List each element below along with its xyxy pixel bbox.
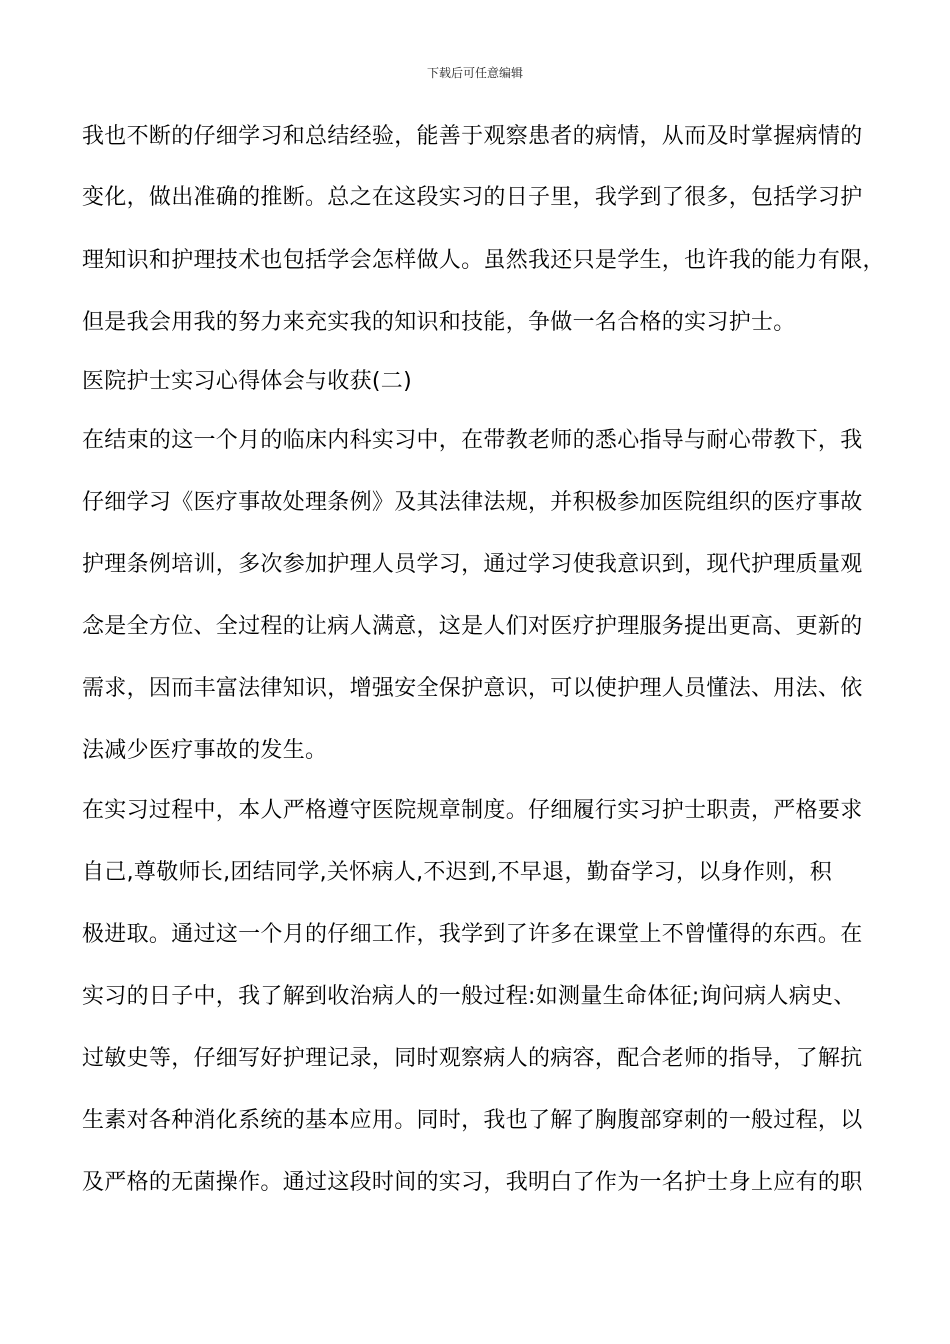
text-line: 需求，因而丰富法律知识，增强安全保护意识，可以使护理人员懂法、用法、依 [82, 676, 863, 701]
text-line: 生素对各种消化系统的基本应用。同时，我也了解了胸腹部穿刺的一般过程，以 [82, 1108, 863, 1133]
text-line: 仔细学习《医疗事故处理条例》及其法律法规，并积极参加医院组织的医疗事故 [82, 490, 863, 515]
text-line: 但是我会用我的努力来充实我的知识和技能，争做一名合格的实习护士。 [82, 310, 796, 335]
text-line: 及严格的无菌操作。通过这段时间的实习，我明白了作为一名护士身上应有的职 [82, 1170, 863, 1195]
text-line: 变化，做出准确的推断。总之在这段实习的日子里，我学到了很多，包括学习护 [82, 185, 863, 210]
page-header: 下载后可任意编辑 [426, 66, 523, 80]
text-line: 过敏史等，仔细写好护理记录，同时观察病人的病容，配合老师的指导，了解抗 [82, 1046, 863, 1071]
text-line: 理知识和护理技术也包括学会怎样做人。虽然我还只是学生，也许我的能力有限， [82, 248, 885, 273]
text-line: 在实习过程中，本人严格遵守医院规章制度。仔细履行实习护士职责，严格要求 [82, 798, 863, 823]
section-heading: 医院护士实习心得体会与收获(二) [82, 369, 412, 394]
text-line: 法减少医疗事故的发生。 [82, 738, 328, 763]
text-line: 在结束的这一个月的临床内科实习中，在带教老师的悉心指导与耐心带教下，我 [82, 428, 863, 453]
text-line: 自己,尊敬师长,团结同学,关怀病人,不迟到,不早退，勤奋学习，以身作则，积 [82, 860, 833, 885]
text-line: 我也不断的仔细学习和总结经验，能善于观察患者的病情，从而及时掌握病情的 [82, 124, 863, 149]
text-line: 护理条例培训，多次参加护理人员学习，通过学习使我意识到，现代护理质量观 [82, 552, 863, 577]
text-line: 极进取。通过这一个月的仔细工作，我学到了许多在课堂上不曾懂得的东西。在 [82, 922, 863, 947]
text-line: 实习的日子中，我了解到收治病人的一般过程:如测量生命体征;询问病人病史、 [82, 984, 856, 1009]
text-line: 念是全方位、全过程的让病人满意，这是人们对医疗护理服务提出更高、更新的 [82, 614, 863, 639]
